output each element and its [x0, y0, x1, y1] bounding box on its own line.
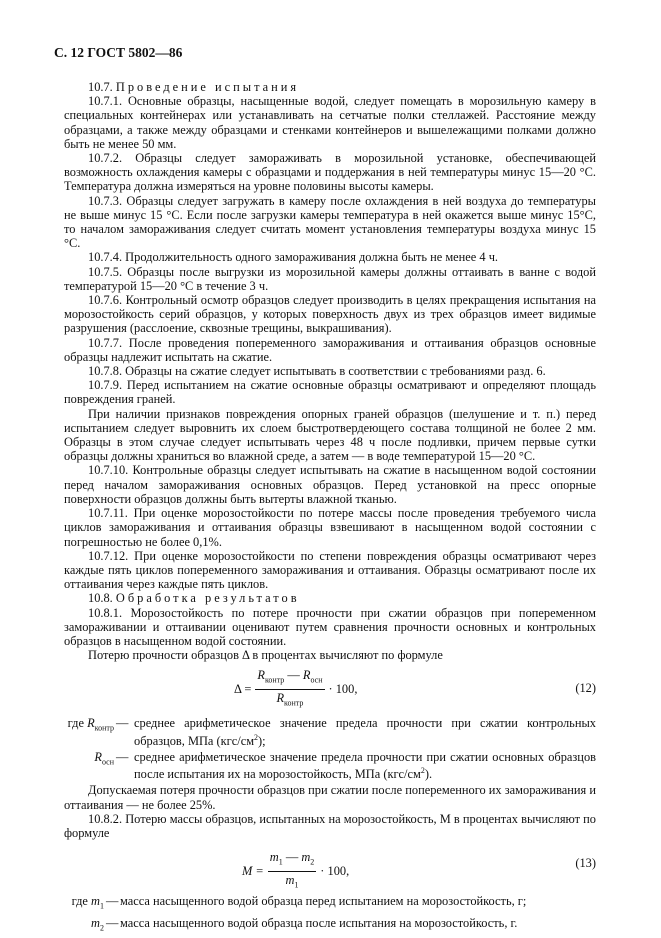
subscript: 1 — [278, 857, 283, 867]
symbol: R — [87, 716, 95, 731]
formula-tail: · 100, — [328, 682, 358, 697]
desc-text: среднее арифметическое значение предела прочности при сжатии основных образцов после испытания их на морозостойкость, МПа (кгс/см — [134, 749, 596, 782]
subscript: контр — [264, 675, 285, 685]
denominator — [276, 690, 303, 711]
paragraph-10-7-1: 10.7.1. Основные образцы, насыщенные водой, следует помещать в морозильную камеру в специальных контейнерах или устанавливать на сетчатые полки стеллажей. Расстояние между образцами, а также между образцами и стенками контейнеров и вышележащими полками должно быть не менее 50 мм. — [64, 94, 596, 151]
subscript: 2 — [100, 923, 104, 933]
symbol: R — [302, 668, 311, 683]
formula-number: (13) — [575, 856, 596, 871]
paragraph-10-7-2: 10.7.2. Образцы следует замораживать в морозильной установке, обеспечивающей возможность охлаждения камеры с образцами и поддержания в ней температуры минус 15—20 °С. Температура должна измеряться на уровне половины высоты камеры. — [64, 151, 596, 194]
where-symbol — [64, 916, 106, 936]
numerator — [255, 668, 324, 690]
where-prefix: где — [71, 894, 88, 909]
paragraph-10-7-8: 10.7.8. Образцы на сжатие следует испытывать в соответствии с требованиями разд. 6. — [88, 364, 546, 379]
formula-tail: · 100, — [320, 864, 350, 879]
section-number: 10.8. — [88, 591, 113, 606]
formula-lhs: Δ = — [234, 682, 252, 697]
symbol: m — [285, 872, 295, 887]
subscript: осн — [101, 757, 114, 767]
fraction — [268, 850, 317, 892]
subscript: 2 — [310, 857, 315, 867]
paragraph-10-7-3: 10.7.3. Образцы следует загружать в камеру после охлаждения в ней воздуха до температуры не выше минус 15 °С. Если после загрузки камеры температура в ней окажется выше минус 15°С, то началом замораживания следует считать момент установления температуры воздуха минус 15 °С. — [64, 193, 596, 251]
subscript: 1 — [294, 880, 299, 890]
symbol: m — [91, 915, 100, 930]
superscript: 2 — [254, 732, 259, 742]
dash: — — [106, 915, 119, 930]
numerator — [268, 850, 317, 872]
paragraph-10-7-9-continued: При наличии признаков повреждения опорных граней образцов (шелушение и т. п.) перед испытанием следует выровнить их слоем быстротвердеющего состава толщиной не более 2 мм. Образцы в этом случае следует испытывать через 48 ч после подливки, причем первые сутки образцы должны храниться во влажной среде, а затем — в воде температурой 15—20 °С. — [64, 406, 596, 464]
where-description: масса насыщенного водой образца после испытания на морозостойкость, г. — [120, 915, 518, 930]
where-item — [64, 894, 596, 914]
subscript: контр — [94, 723, 114, 733]
section-heading-10-8 — [64, 591, 596, 605]
formula-13 — [64, 844, 596, 890]
formula-12 — [64, 666, 596, 712]
where-description: масса насыщенного водой образца перед испытанием на морозостойкость, г; — [120, 894, 527, 909]
paragraph-10-7-11: 10.7.11. При оценке морозостойкости по потере массы после проведения требуемого числа циклов замораживания и оттаивания образцы взвешивают в насыщенном водой состоянии с погрешностью не более 0,1%. — [64, 506, 596, 549]
fraction — [255, 668, 324, 710]
paragraph-allowable-loss: Допускаемая потеря прочности образцов при сжатии после попеременного их замораживания и оттаивания — не более 25%. — [64, 783, 596, 812]
where-description — [134, 750, 596, 782]
desc-end: ). — [424, 767, 433, 782]
document-body — [64, 80, 596, 938]
paragraph-10-7-12: 10.7.12. При оценке морозостойкости по степени повреждения образцы осматривают через каждые пять циклов попеременного замораживания и оттаивания. Образцы осматривают после их оттаивания через каждые пять циклов. — [64, 548, 596, 592]
denominator — [286, 872, 299, 893]
section-heading-10-7 — [64, 80, 596, 94]
paragraph-10-7-10: 10.7.10. Контрольные образцы следует испытывать на сжатие в насыщенном водой состоянии перед началом замораживания основных образцов. Перед установкой на пресс опорные поверхности образцов должны быть вытерты влажной тканью. — [64, 463, 596, 506]
subscript: контр — [284, 698, 304, 708]
paragraph-10-7-7: 10.7.7. После проведения попеременного замораживания и оттаивания образцов основные образцы надлежит испытать на сжатие. — [64, 335, 596, 364]
where-symbol — [64, 750, 116, 782]
where-symbol — [64, 716, 116, 748]
operator: — — [284, 668, 303, 683]
dash: — — [116, 749, 129, 764]
section-title: Проведение испытания — [115, 80, 300, 94]
formula-13-expression — [242, 850, 349, 892]
formula-number: (12) — [575, 681, 596, 696]
paragraph-10-7-9: 10.7.9. Перед испытанием на сжатие основные образцы осматривают и определяют площадь повреждения граней. — [64, 378, 596, 407]
symbol: m — [91, 894, 100, 909]
symbol: R — [257, 668, 265, 683]
subscript: осн — [310, 675, 323, 685]
paragraph-10-7-5: 10.7.5. Образцы после выгрузки из морозильной камеры должны оттаивать в ванне с водой температурой 15—20 °С в течение 3 ч. — [64, 264, 596, 293]
subscript: 1 — [100, 901, 104, 911]
where-prefix: где — [67, 716, 84, 731]
paragraph-10-7-4: 10.7.4. Продолжительность одного замораживания должна быть не менее 4 ч. — [88, 250, 499, 265]
formula-lhs: M = — [242, 864, 264, 879]
section-number: 10.7. — [88, 80, 113, 94]
dash: — — [106, 894, 119, 909]
page-header: С. 12 ГОСТ 5802—86 — [54, 45, 183, 60]
symbol: m — [301, 850, 311, 865]
operator: — — [282, 850, 302, 865]
formula-12-expression — [234, 668, 357, 710]
superscript: 2 — [420, 766, 425, 776]
desc-text: среднее арифметическое значение предела прочности при сжатии контрольных образцов, МПа (кгс/см — [134, 716, 596, 748]
dash: — — [116, 716, 129, 731]
paragraph-10-8-1: 10.8.1. Морозостойкость по потере прочности при сжатии образцов при попеременном замораживании и оттаивании оценивают путем сравнения прочности основных и контрольных образцов в насыщенном водой состоянии. — [64, 605, 596, 648]
paragraph-10-8-2: 10.8.2. Потерю массы образцов, испытанных на морозостойкость, М в процентах вычисляют по формуле — [64, 811, 596, 840]
desc-end: ); — [258, 733, 266, 748]
where-item — [64, 916, 596, 936]
where-item — [64, 750, 596, 782]
symbol: m — [269, 850, 279, 865]
symbol: R — [94, 749, 102, 764]
where-item — [64, 716, 596, 748]
paragraph-10-7-6: 10.7.6. Контрольный осмотр образцов следует производить в целях прекращения испытания на морозостойкость серий образцов, у которых поверхность двух из трех образцов имеет видимые разрушения (расслоение, сквозные трещины, выкрашивания). — [64, 293, 596, 336]
symbol: R — [276, 691, 285, 705]
section-title: Обработка результатов — [115, 591, 300, 606]
paragraph-10-8-1-intro-formula: Потерю прочности образцов Δ в процентах вычисляют по формуле — [88, 648, 443, 663]
where-symbol — [64, 894, 106, 914]
where-description — [134, 716, 596, 748]
